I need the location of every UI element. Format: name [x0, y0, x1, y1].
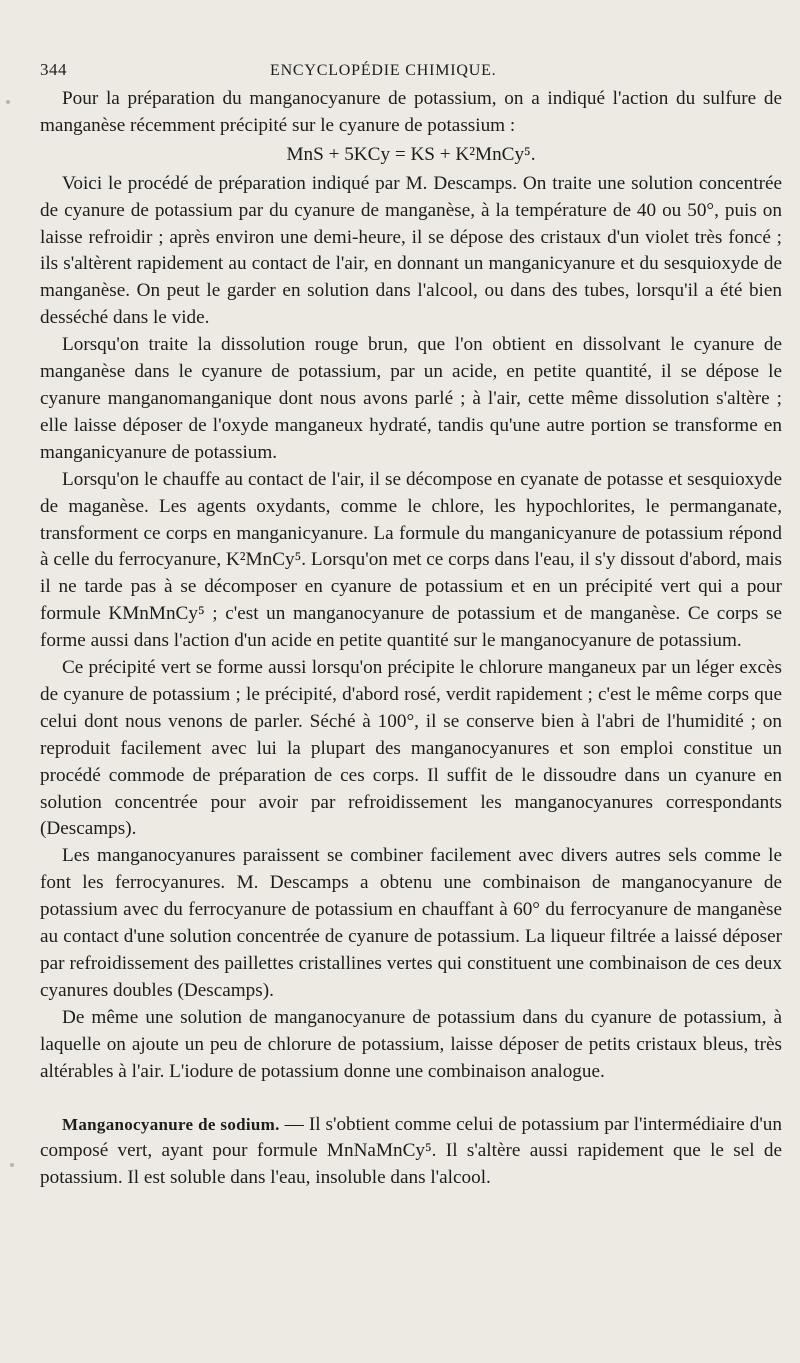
paper-speck [10, 1163, 14, 1167]
running-head [40, 60, 782, 80]
paragraph-1: Pour la préparation du manganocyanure de potassium, on a indiqué l'action du sulfure de manganèse récemment précipité sur le cyanure de potassium : [40, 88, 782, 136]
paragraph-3: Lorsqu'on traite la dissolution rouge brun, que l'on obtient en dissolvant le cyanure de manganèse dans le cyanure de potassium, par un acide, en petite quantité, il se dépose le cyanure manganomanganique dont nous avons parlé ; à l'air, cette même dissolution s'altère ; elle laisse déposer de l'oxyde manganeux hydraté, tandis qu'une autre portion se transforme en manganicyanure de potassium. [40, 334, 782, 463]
paragraph-6: Les manganocyanures paraissent se combiner facilement avec divers autres sels comme le font les ferrocyanures. M. Descamps a obtenu une combinaison de manganocyanure de potassium avec du ferrocyanure de potassium en chauffant à 60° du ferrocyanure de manganèse au contact d'une solution concentrée de cyanure de potassium. La liqueur filtrée a laissé déposer par refroidissement des paillettes cristallines vertes qui constituent une combinaison de ces deux cyanures doubles (Descamps). [40, 845, 782, 1001]
page-number: 344 [40, 60, 67, 79]
running-title: ENCYCLOPÉDIE CHIMIQUE. [270, 62, 497, 79]
paragraph-5: Ce précipité vert se forme aussi lorsqu'on précipite le chlorure manganeux par un léger excès de cyanure de potassium ; le précipité, d'abord rosé, verdit rapidement ; c'est le même corps que celui dont nous venons de parler. Séché à 100°, il se conserve bien à l'abri de l'humidité ; on reproduit facilement avec lui la plupart des manganocyanures et son emploi constitue un procédé commode de préparation de ces corps. Il suffit de le dissoudre dans un cyanure en solution concentrée pour avoir par refroidissement les manganocyanures correspondants (Descamps). [40, 657, 782, 840]
section-text: — Il s'obtient comme celui de potassium par l'intermédiaire d'un composé vert, ayant pour formule MnNaMnCy⁵. Il s'altère aussi rapidement que le sel de potassium. Il est soluble dans l'eau, insoluble dans l'alcool. [40, 1113, 782, 1189]
chemical-equation: MnS + 5KCy = KS + K²MnCy⁵. [286, 143, 536, 165]
body-text [40, 86, 782, 1192]
paper-speck [6, 100, 10, 104]
section-sodium [40, 1112, 782, 1193]
section-paragraph [40, 1112, 782, 1193]
paragraph-2: Voici le procédé de préparation indiqué par M. Descamps. On traite une solution concentrée de cyanure de potassium par du cyanure de manganèse, à la température de 40 ou 50°, puis on laisse refroidir ; après environ une demi-heure, il se dépose des cristaux d'un violet très foncé ; ils s'altèrent rapidement au contact de l'air, en donnant un manganicyanure et du sesquioxyde de manganèse. On peut le garder en solution dans l'alcool, ou dans des tubes, lorsqu'il a été bien desséché dans le vide. [40, 172, 782, 329]
paragraph-7: De même une solution de manganocyanure de potassium dans du cyanure de potassium, à laquelle on ajoute un peu de chlorure de potassium, laisse déposer de petits cristaux bleus, très altérables à l'air. L'iodure de potassium donne une combinaison analogue. [40, 1006, 782, 1082]
paragraph-4: Lorsqu'on le chauffe au contact de l'air, il se décompose en cyanate de potasse et sesquioxyde de maganèse. Les agents oxydants, comme le chlore, les hypochlorites, le permanganate, transforment ce corps en manganicyanure. La formule du manganicyanure de potassium répond à celle du ferrocyanure, K²MnCy⁵. Lorsqu'on met ce corps dans l'eau, il s'y dissout d'abord, mais il ne tarde pas à se décomposer en cyanure de potassium et en un précipité vert qui a pour formule KMnMnCy⁵ ; c'est un manganocyanure de potassium et de manganèse. Ce corps se forme aussi dans l'action d'un acide en petite quantité sur le manganocyanure de potassium. [40, 468, 782, 652]
section-title: Manganocyanure de sodium. [62, 1114, 280, 1134]
